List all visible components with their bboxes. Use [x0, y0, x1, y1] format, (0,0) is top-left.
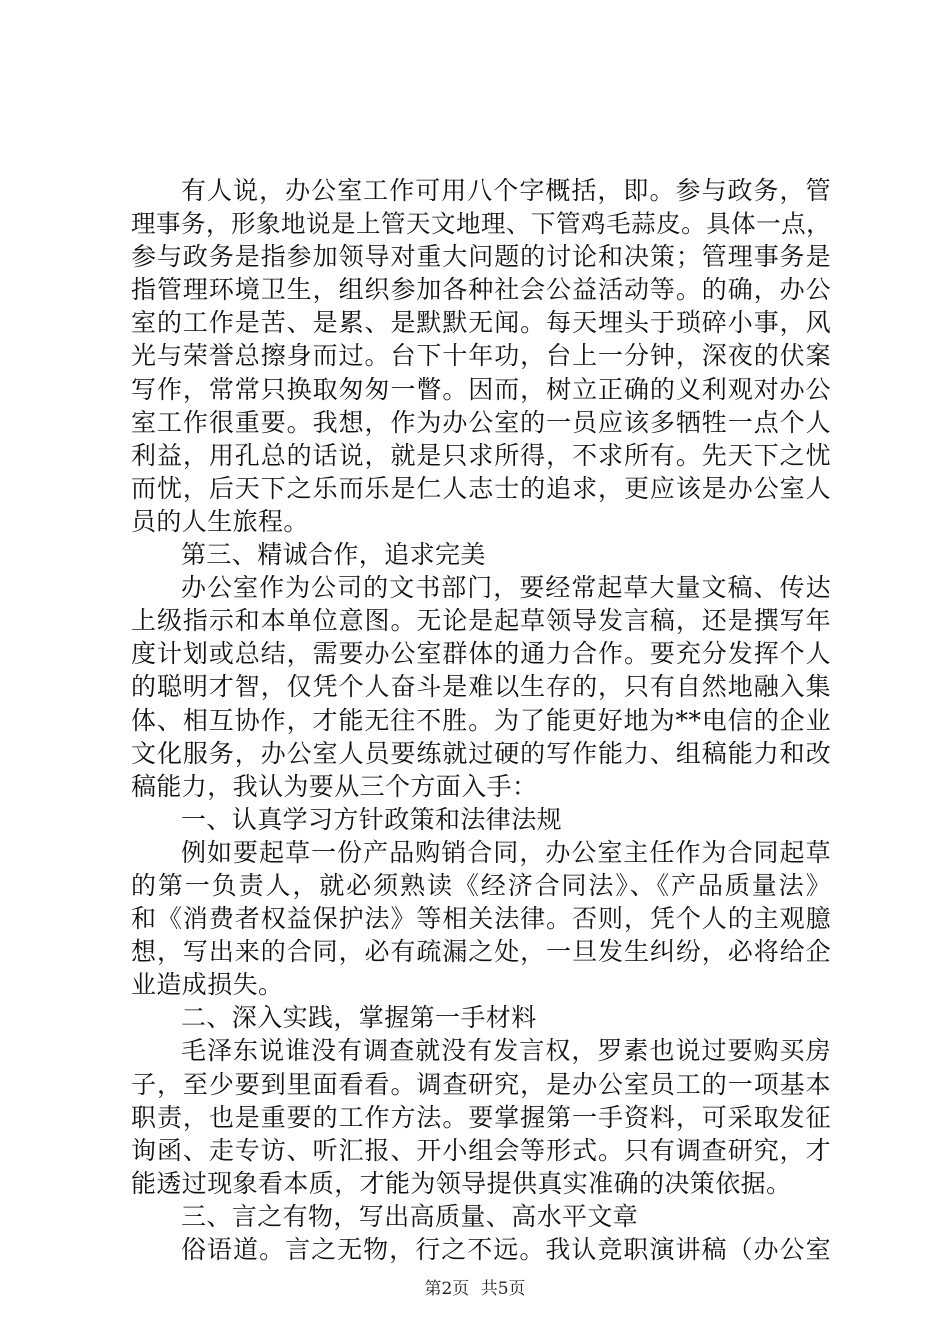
- text-line: 有人说，办公室工作可用八个字概括，即。参与政务，管: [181, 176, 831, 205]
- text-line: 和《消费者权益保护法》等相关法律。否则，凭个人的主观臆: [131, 904, 831, 934]
- text-line: 办公室作为公司的文书部门，要经常起草大量文稿、传达: [181, 573, 831, 603]
- text-line: 员的人生旅程。: [131, 506, 309, 536]
- text-line: 理事务，形象地说是上管天文地理、下管鸡毛蒜皮。具体一点，: [131, 209, 831, 239]
- text-line: 参与政务是指参加领导对重大问题的讨论和决策；管理事务是: [131, 242, 831, 272]
- text-line: 光与荣誉总擦身而过。台下十年功，台上一分钟，深夜的伏案: [131, 341, 831, 371]
- page-number-current: 第2页: [424, 1279, 470, 1299]
- text-line: 利益，用孔总的话说，就是只求所得，不求所有。先天下之忧: [131, 440, 831, 470]
- text-line: 的第一负责人，就必须熟读《经济合同法》、《产品质量法》: [131, 870, 831, 900]
- text-line: 指管理环境卫生，组织参加各种社会公益活动等。的确，办公: [131, 275, 831, 305]
- text-line: 上级指示和本单位意图。无论是起草领导发言稿，还是撰写年: [131, 606, 831, 636]
- page-footer: [0, 1278, 950, 1300]
- text-line: 而忧，后天下之乐而乐是仁人志士的追求，更应该是办公室人: [131, 473, 831, 503]
- text-line: 职责，也是重要的工作方法。要掌握第一手资料，可采取发征: [131, 1102, 831, 1132]
- text-line: 想，写出来的合同，必有疏漏之处，一旦发生纠纷，必将给企: [131, 937, 831, 967]
- text-line: 三、言之有物，写出高质量、高水平文章: [181, 1201, 639, 1231]
- text-line: 询函、走专访、听汇报、开小组会等形式。只有调查研究，才: [131, 1135, 831, 1165]
- text-line: 业造成损失。: [131, 970, 284, 1000]
- text-line: 一、认真学习方针政策和法律法规: [181, 804, 563, 834]
- text-line: 室的工作是苦、是累、是默默无闻。每天埋头于琐碎小事，风: [131, 308, 831, 338]
- text-line: 体、相互协作，才能无往不胜。为了能更好地为**电信的企业: [131, 705, 831, 735]
- text-line: 例如要起草一份产品购销合同，办公室主任作为合同起草: [181, 837, 831, 867]
- text-line: 毛泽东说谁没有调查就没有发言权，罗素也说过要购买房: [181, 1036, 831, 1066]
- text-line: 二、深入实践，掌握第一手材料: [181, 1003, 537, 1033]
- text-line: 俗语道。言之无物，行之不远。我认竞职演讲稿（办公室: [181, 1235, 831, 1264]
- text-line: 的聪明才智，仅凭个人奋斗是难以生存的，只有自然地融入集: [131, 672, 831, 702]
- document-body: [131, 174, 831, 1266]
- text-line: 第三、精诚合作，追求完美: [181, 540, 486, 570]
- page-number-total: 共5页: [480, 1279, 526, 1299]
- text-line: 度计划或总结，需要办公室群体的通力合作。要充分发挥个人: [131, 639, 831, 669]
- text-line: 能透过现象看本质，才能为领导提供真实准确的决策依据。: [131, 1168, 792, 1198]
- text-line: 写作，常常只换取匆匆一瞥。因而，树立正确的义利观对办公: [131, 374, 831, 404]
- text-line: 稿能力，我认为要从三个方面入手：: [131, 771, 538, 801]
- text-line: 文化服务，办公室人员要练就过硬的写作能力、组稿能力和改: [131, 738, 831, 768]
- text-line: 子，至少要到里面看看。调查研究，是办公室员工的一项基本: [131, 1069, 831, 1099]
- text-line: 室工作很重要。我想，作为办公室的一员应该多牺牲一点个人: [131, 407, 831, 437]
